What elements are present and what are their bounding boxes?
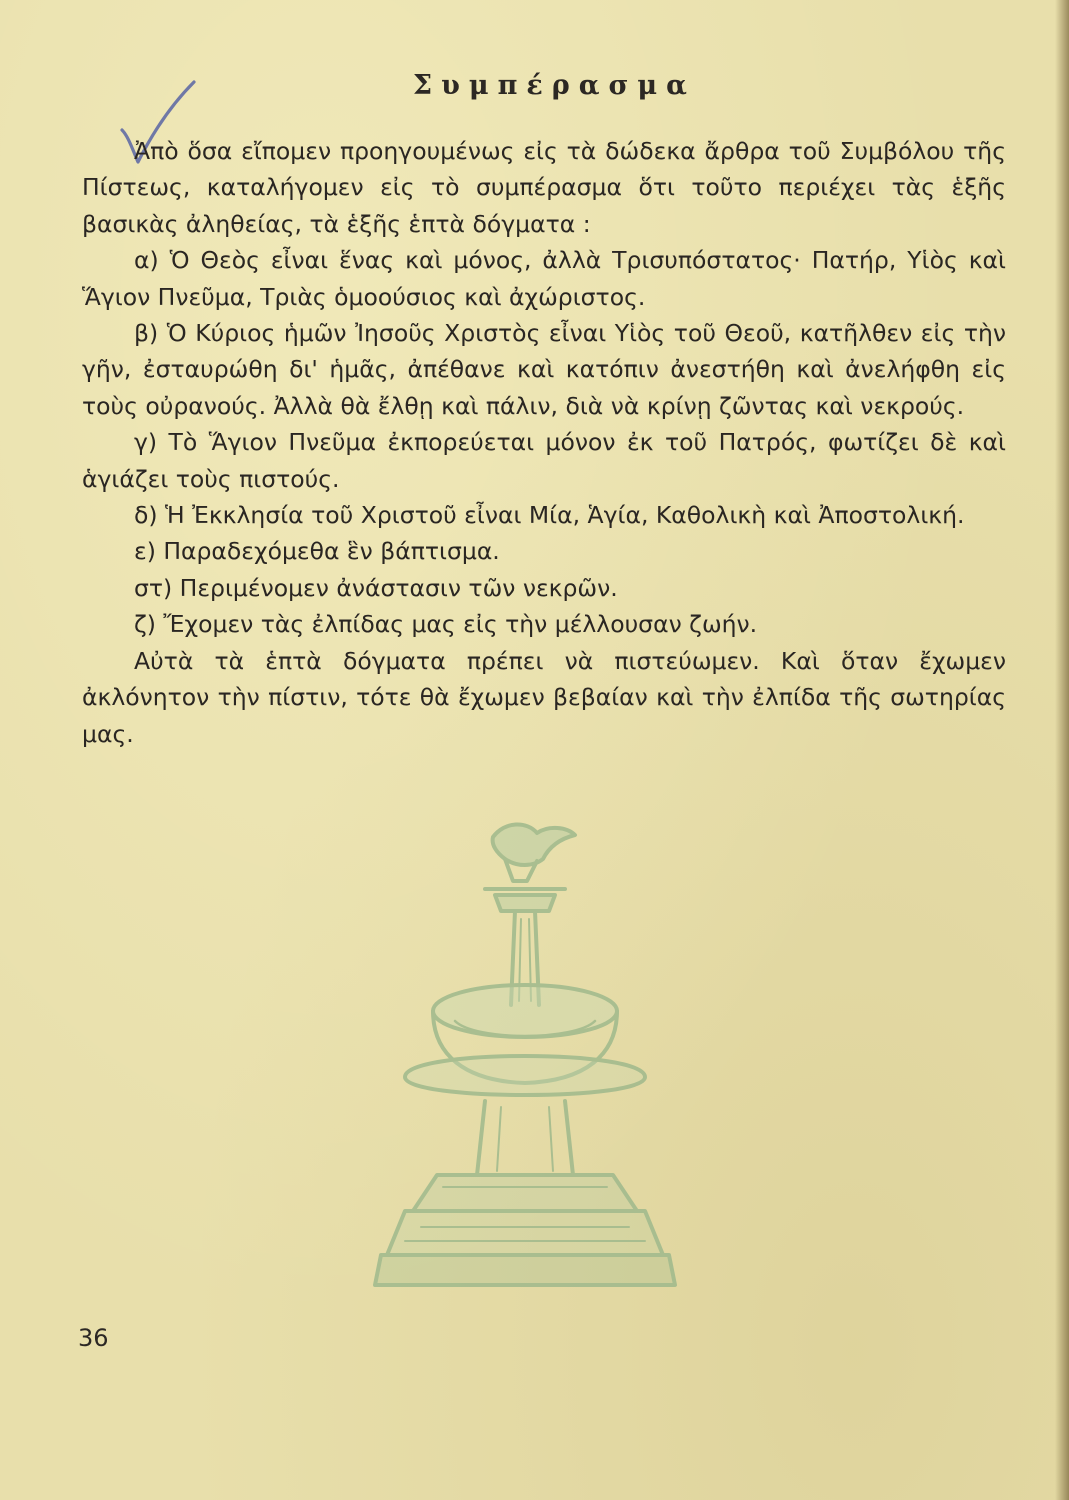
dogma-epsilon: ε) Παραδεχόμεθα ἓν βάπτισμα. [134,537,500,566]
body-text [82,133,1006,752]
intro-paragraph: Ἀπὸ ὅσα εἴπομεν προηγουμένως εἰς τὰ δώδεκα ἄρθρα τοῦ Συμβόλου τῆς Πίστεως, καταλήγομεν εἰς τὸ συμπέρασμα ὅτι τοῦτο περιέχει τὰς ἑξῆς βασικὰς ἀληθείας, τὰ ἑξῆς ἑπτὰ δόγματα : [82,137,1006,238]
page-title: Συμπέρασμα [413,70,696,101]
baptismal-font-with-dove-icon [345,815,685,1305]
dogma-gamma: γ) Τὸ Ἅγιον Πνεῦμα ἐκπορεύεται μόνον ἐκ τοῦ Πατρός, φωτίζει δὲ καὶ ἁγιάζει τοὺς πιστούς. [82,428,1006,493]
page-spine-shadow [1055,0,1069,1500]
dogma-delta: δ) Ἡ Ἐκκλησία τοῦ Χριστοῦ εἶναι Μία, Ἁγία, Καθολικὴ καὶ Ἀποστολική. [134,501,965,530]
dogma-alpha: α) Ὁ Θεὸς εἶναι ἕνας καὶ μόνος, ἀλλὰ Τρισυπόστατος· Πατήρ, Υἱὸς καὶ Ἅγιον Πνεῦμα, Τριὰς ὁμοούσιος καὶ ἀχώριστος. [82,246,1006,311]
dogma-beta: β) Ὁ Κύριος ἡμῶν Ἰησοῦς Χριστὸς εἶναι Υἱὸς τοῦ Θεοῦ, κατῆλθεν εἰς τὴν γῆν, ἐσταυρώθη δι' ἡμᾶς, ἀπέθανε καὶ κατόπιν ἀνεστήθη καὶ ἀνελήφθη εἰς τοὺς οὐρανούς. Ἀλλὰ θὰ ἔλθῃ καὶ πάλιν, διὰ νὰ κρίνῃ ζῶντας καὶ νεκρούς. [82,319,1006,420]
conclusion-paragraph: Αὐτὰ τὰ ἑπτὰ δόγματα πρέπει νὰ πιστεύωμεν. Καὶ ὅταν ἔχωμεν ἀκλόνητον τὴν πίστιν, τότε θὰ ἔχωμεν βεβαίαν καὶ τὴν ἐλπίδα τῆς σωτηρίας μας. [82,646,1006,748]
dogma-stigma: στ) Περιμένομεν ἀνάστασιν τῶν νεκρῶν. [134,573,618,602]
page-number: 36 [78,1324,109,1352]
dogma-zeta: ζ) Ἔχομεν τὰς ἐλπίδας μας εἰς τὴν μέλλουσαν ζωήν. [134,610,758,639]
